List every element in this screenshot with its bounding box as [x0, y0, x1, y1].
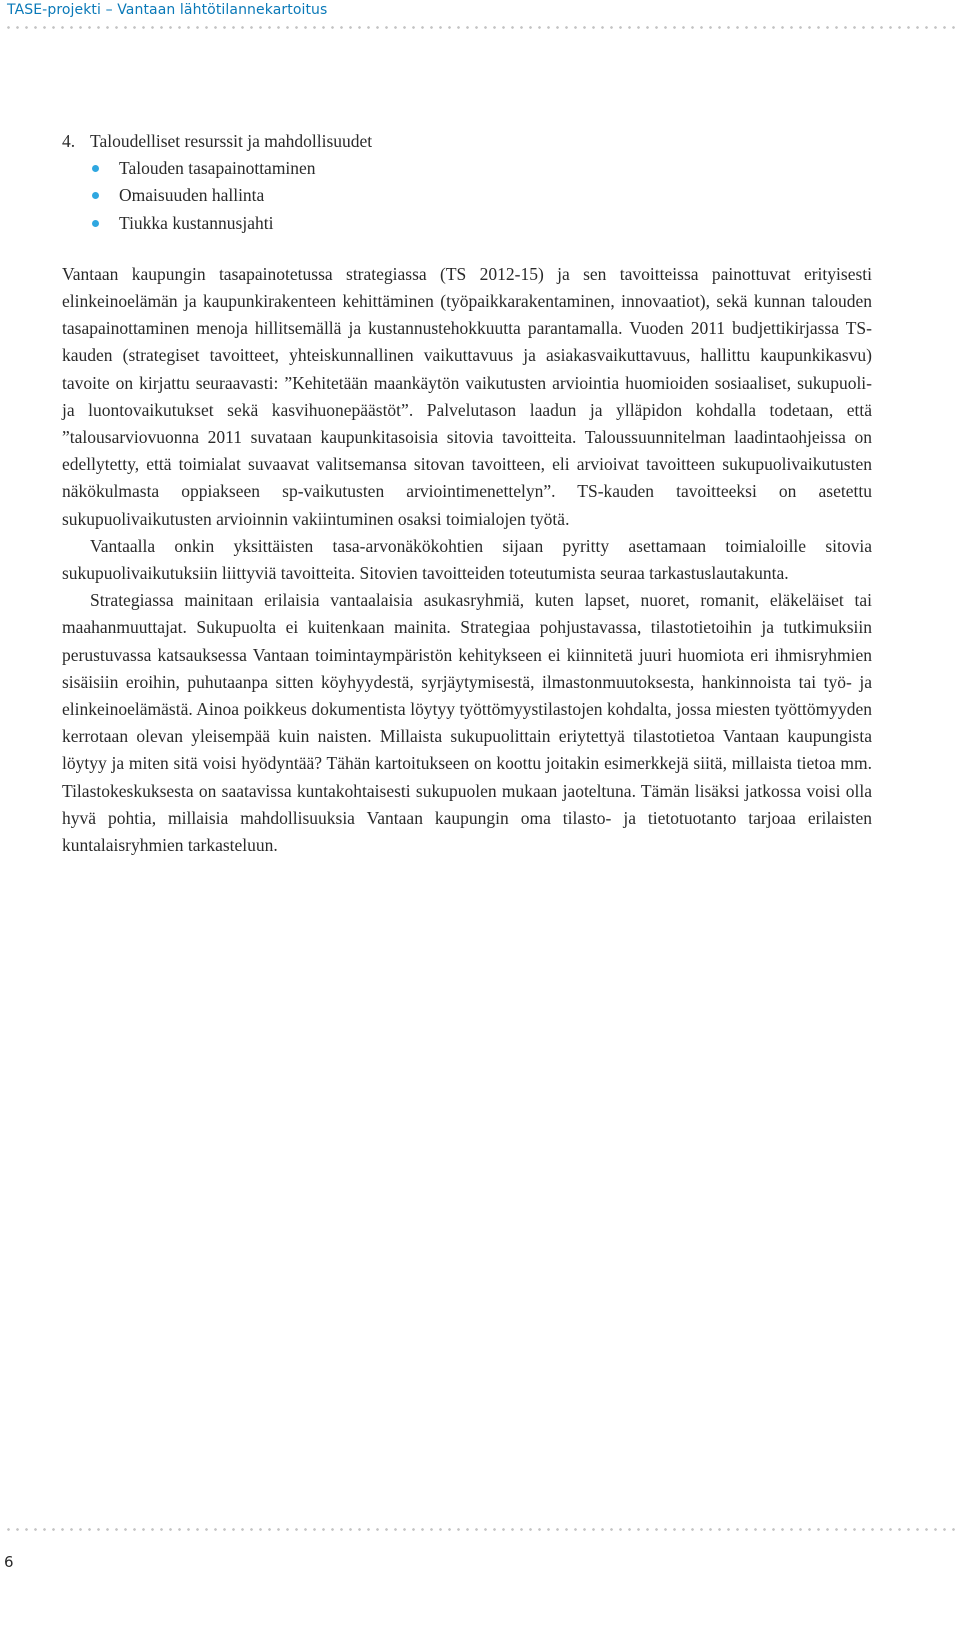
- section-title: Taloudelliset resurssit ja mahdollisuudet: [90, 131, 373, 151]
- section-number: 4.: [62, 131, 76, 151]
- bullet-item: [90, 182, 872, 209]
- header-dotted-divider: [4, 26, 956, 29]
- bullet-dot-icon: [92, 165, 99, 172]
- page-content: [62, 128, 872, 859]
- bullet-text: Tiukka kustannusjahti: [119, 212, 274, 233]
- bullet-item: [90, 155, 872, 182]
- section-heading: [62, 128, 872, 155]
- bullet-dot-icon: [92, 220, 99, 227]
- footer-dotted-divider: [4, 1528, 956, 1531]
- bullet-item: [90, 210, 872, 237]
- body-paragraph: Strategiassa mainitaan erilaisia vantaalaisia asukasryhmiä, kuten lapset, nuoret, romanit, eläkeläiset tai maahanmuuttajat. Sukupuolta ei kuitenkaan mainita. Strategiaa pohjustavassa, tilastotietoihin ja tutkimuksiin perustuvassa katsauksessa Vantaan toimintaympäristön kehitykseen ei kiinnitetä juuri huomiota eri ihmisryhmien sisäisiin eroihin, puhutaanpa sitten köyhyydestä, syrjäytymisestä, ilmastonmuutoksesta, hankinnoista tai työ- ja elinkeinoelämästä. Ainoa poikkeus dokumentista löytyy työttömyystilastojen kohdalta, jossa miesten työttömyyden kerrotaan olevan yleisempää kuin naisten. Millaista sukupuolittain eriytettyä tilastotietoa Vantaan kaupungista löytyy ja miten sitä voisi hyödyntää? Tähän kartoitukseen on koottu joitakin esimerkkejä siitä, millaista tietoa mm. Tilastokeskuksesta on saatavissa kuntakohtaisesti sukupuolen mukaan jaoteltuna. Tämän lisäksi jatkossa voisi olla hyvä pohtia, millaisia mahdollisuuksia Vantaan kaupungin oma tilasto- ja tietotuotanto tarjoaa erilaisten kuntalaisryhmien tarkasteluun.: [62, 590, 872, 856]
- running-header: TASE-projekti – Vantaan lähtötilannekartoitus: [7, 2, 328, 18]
- body-paragraph: Vantaan kaupungin tasapainotetussa strategiassa (TS 2012-15) ja sen tavoitteissa painottuvat erityisesti elinkeinoelämän ja kaupunkirakenteen kehittäminen (työpaikkarakentaminen, innovaatiot), sekä kunnan talouden tasapainottaminen menoja hillitsemällä ja kustannustehokkuutta parantamalla. Vuoden 2011 budjettikirjassa TS-kauden (strategiset tavoitteet, yhteiskunnallinen vaikuttavuus ja asiakasvaikuttavuus, hallittu kaupunkikasvu) tavoite on kirjattu seuraavasti: ”Kehitetään maankäytön vaikutusten arviointia huomioiden sosiaaliset, sukupuoli- ja luontovaikutukset sekä kasvihuonepäästöt”. Palvelutason laadun ja ylläpidon kohdalla todetaan, että ”talousarviovuonna 2011 suvataan kaupunkitasoisia sitovia tavoitteita. Taloussuunnitelman laadintaohjeissa on edellytetty, että toimialat suvaavat valitsemansa sitovan tavoitteen, eli arvioivat tavoitteen sukupuolivaikutusten näkökulmasta oppiakseen sp-vaikutusten arviointimenettelyn”. TS-kauden tavoitteeksi on asetettu sukupuolivaikutusten arvioinnin vakiintuminen osaksi toimialojen työtä.: [62, 263, 872, 529]
- page-number: 6: [4, 1553, 14, 1571]
- bullet-dot-icon: [92, 192, 99, 199]
- bullet-text: Omaisuuden hallinta: [119, 185, 265, 206]
- bullet-text: Talouden tasapainottaminen: [119, 158, 316, 179]
- section-bullet-list: [62, 155, 872, 237]
- body-paragraph: Vantaalla onkin yksittäisten tasa-arvonäkökohtien sijaan pyritty asettamaan toimialoille sitovia sukupuolivaikutuksiin liittyviä tavoitteita. Sitovien tavoitteiden toteutumista seuraa tarkastuslautakunta.: [62, 535, 872, 584]
